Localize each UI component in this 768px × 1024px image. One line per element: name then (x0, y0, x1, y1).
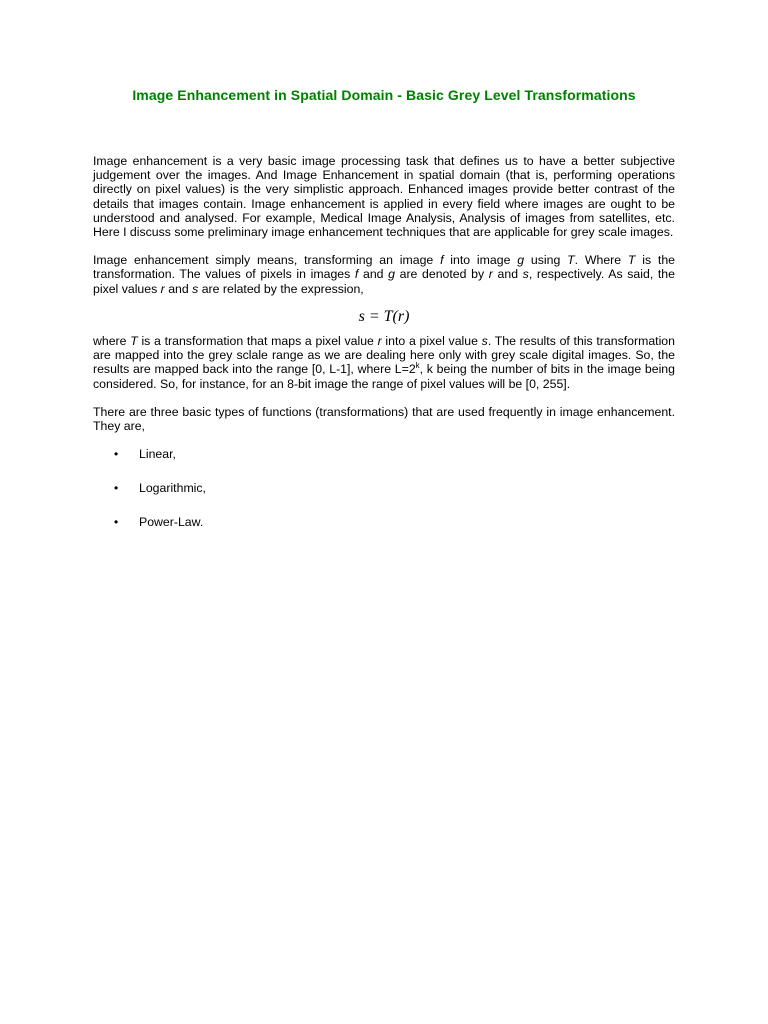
var-g: g (517, 253, 525, 268)
text-span: . Where (574, 253, 628, 268)
var-r: r (160, 281, 165, 296)
text-span: into image (443, 253, 518, 268)
var-s: s (192, 281, 199, 296)
text-span: is the transformation. The values of pixels in images (93, 253, 676, 282)
var-T: T (130, 334, 138, 349)
text-span: . The results of this transformation are mapped into the grey sclale range as we are dealing here only with grey scale digital images. So, the results are mapped back into the range [0, L-1], where L=2 (93, 334, 675, 377)
text-span: is a transformation that maps a pixel value (137, 334, 378, 349)
var-g: g (388, 267, 395, 282)
list-item (93, 515, 675, 529)
text-span: and (164, 281, 193, 296)
text-span: and (358, 267, 389, 282)
var-T: T (567, 253, 575, 268)
superscript-k: k (415, 361, 420, 371)
page-title: Image Enhancement in Spatial Domain - Basic Grey Level Transformations (132, 87, 636, 103)
text-span: Image enhancement simply means, transforming an image (93, 253, 441, 268)
list-item-label: Logarithmic, (139, 481, 206, 496)
text-span: , respectively. As said, the pixel values (93, 267, 675, 296)
text-span: into a pixel value (381, 334, 482, 349)
transformation-list (93, 447, 675, 529)
var-f: f (440, 253, 444, 268)
document-body (93, 154, 675, 549)
formula: s = T(r) (358, 307, 410, 325)
text-span: where (93, 334, 131, 349)
text-span: and (492, 267, 523, 282)
text-span: using (524, 253, 568, 268)
paragraph-transformation (93, 334, 675, 391)
text-span: , k being the number of bits in the image being considered. So, for instance, for an 8-bit image the range of pixel values will be [0, 255]. (93, 362, 675, 391)
list-item (93, 481, 675, 495)
var-T: T (627, 253, 636, 268)
var-r: r (488, 267, 493, 282)
text-span: are related by the expression, (198, 281, 364, 296)
paragraph-definition (93, 253, 675, 296)
var-r: r (377, 334, 382, 349)
text-span: are denoted by (394, 267, 489, 282)
var-s: s (481, 334, 488, 349)
bullet-icon: • (114, 515, 119, 530)
list-item-label: Linear, (139, 447, 176, 462)
var-f: f (354, 267, 359, 282)
paragraph-intro: Image enhancement is a very basic image processing task that defines us to have a better subjective judgement over the images. And Image Enhancement in spatial domain (that is, performing operations directly on pixel values) is the very simplistic approach. Enhanced images provide better contrast of the details that images contain. Image enhancement is applied in every field where images are ought to be understood and analysed. For example, Medical Image Analysis, Analysis of images from satellites, etc. Here I discuss some preliminary image enhancement techniques that are applicable for grey scale images. (93, 154, 675, 240)
var-s: s (522, 267, 529, 282)
bullet-icon: • (114, 481, 119, 496)
bullet-icon: • (114, 447, 119, 462)
list-item-label: Power-Law. (139, 515, 204, 530)
list-item (93, 447, 675, 461)
paragraph-types: There are three basic types of functions (transformations) that are used frequently in image enhancement. They are, (93, 404, 675, 434)
